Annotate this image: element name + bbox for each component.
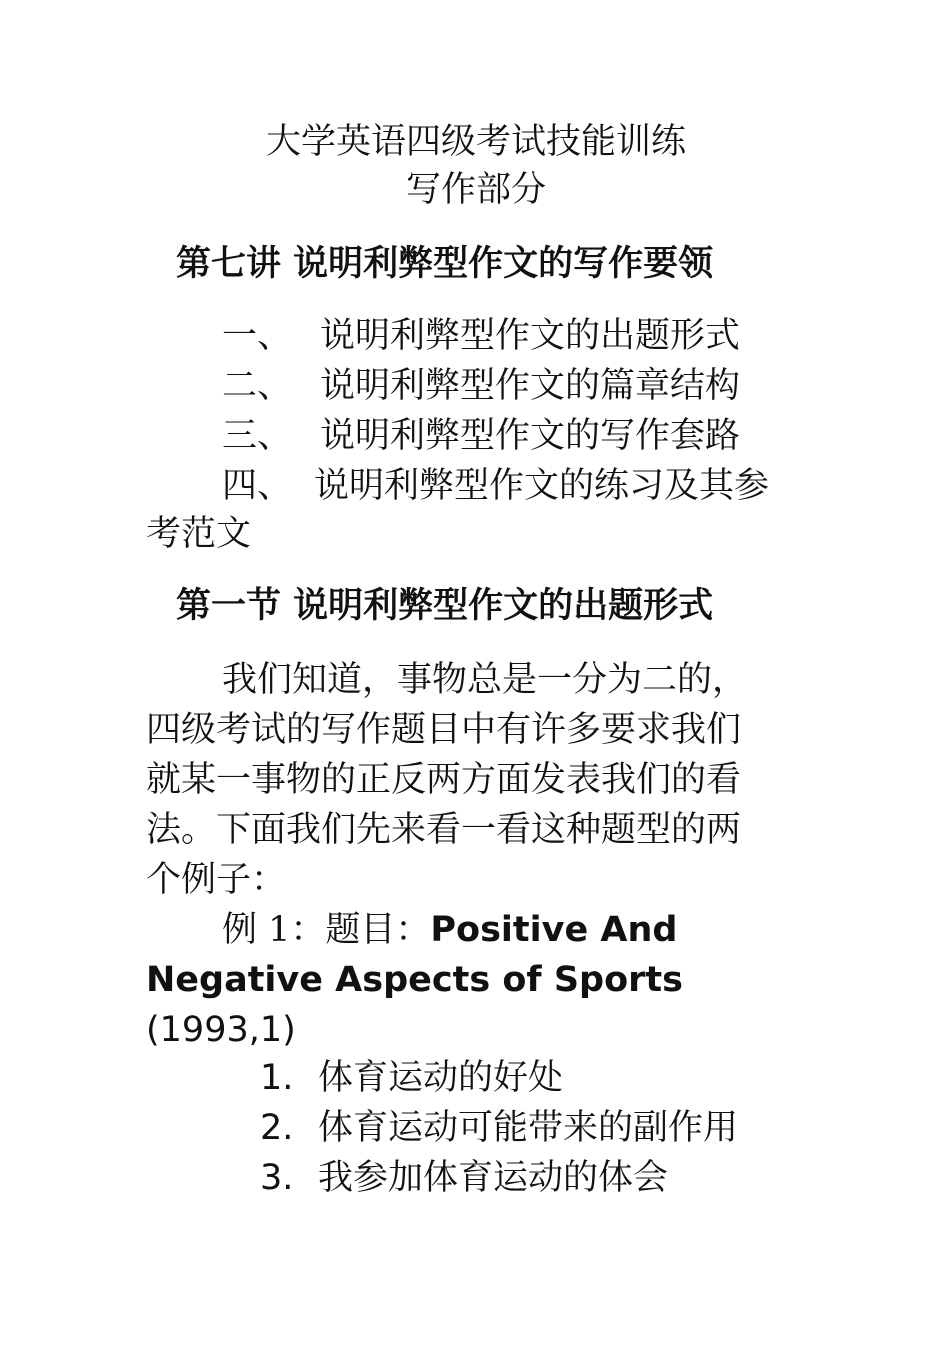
paragraph-line: 我们知道，事物总是一分为二的， [222, 660, 748, 700]
toc-item-1 [222, 312, 740, 360]
outline-text: 体育运动可能带来的副作用 [318, 1108, 739, 1148]
toc-text: 说明利弊型作文的出题形式 [320, 316, 741, 356]
example-title-line [222, 906, 677, 954]
outline-item-3 [260, 1154, 668, 1202]
document-title: 大学英语四级考试技能训练 [265, 122, 686, 162]
document-subtitle: 写作部分 [405, 170, 546, 210]
toc-item-3 [222, 412, 740, 460]
example-year: (1993,1) [146, 1010, 296, 1050]
outline-number: 2. [260, 1108, 294, 1148]
toc-marker: 四、 [222, 466, 293, 506]
outline-item-2 [260, 1104, 738, 1152]
toc-marker: 一、 [222, 316, 293, 356]
outline-text: 我参加体育运动的体会 [318, 1158, 669, 1198]
lecture-heading: 第七讲 说明利弊型作文的写作要领 [176, 243, 714, 284]
toc-item-4-continuation: 考范文 [146, 514, 252, 554]
toc-text: 说明利弊型作文的写作套路 [320, 416, 741, 456]
toc-text: 说明利弊型作文的篇章结构 [320, 366, 741, 406]
toc-text: 说明利弊型作文的练习及其参 [314, 466, 770, 506]
paragraph-line: 法。下面我们先来看一看这种题型的两 [146, 810, 742, 850]
toc-item-2 [222, 362, 740, 410]
outline-text: 体育运动的好处 [318, 1058, 564, 1098]
outline-number: 3. [260, 1158, 294, 1198]
paragraph-line: 个例子： [146, 860, 287, 900]
example-title-part2: Negative Aspects of Sports [146, 960, 683, 1000]
toc-item-4 [222, 462, 769, 510]
example-label: 例 1：题目： [222, 910, 431, 950]
outline-item-1 [260, 1054, 563, 1102]
section-heading: 第一节 说明利弊型作文的出题形式 [176, 585, 714, 626]
example-title-part1: Positive And [430, 910, 678, 950]
toc-marker: 三、 [222, 416, 293, 456]
paragraph-line: 就某一事物的正反两方面发表我们的看 [146, 760, 742, 800]
paragraph-line: 四级考试的写作题目中有许多要求我们 [146, 710, 742, 750]
toc-marker: 二、 [222, 366, 293, 406]
outline-number: 1. [260, 1058, 294, 1098]
